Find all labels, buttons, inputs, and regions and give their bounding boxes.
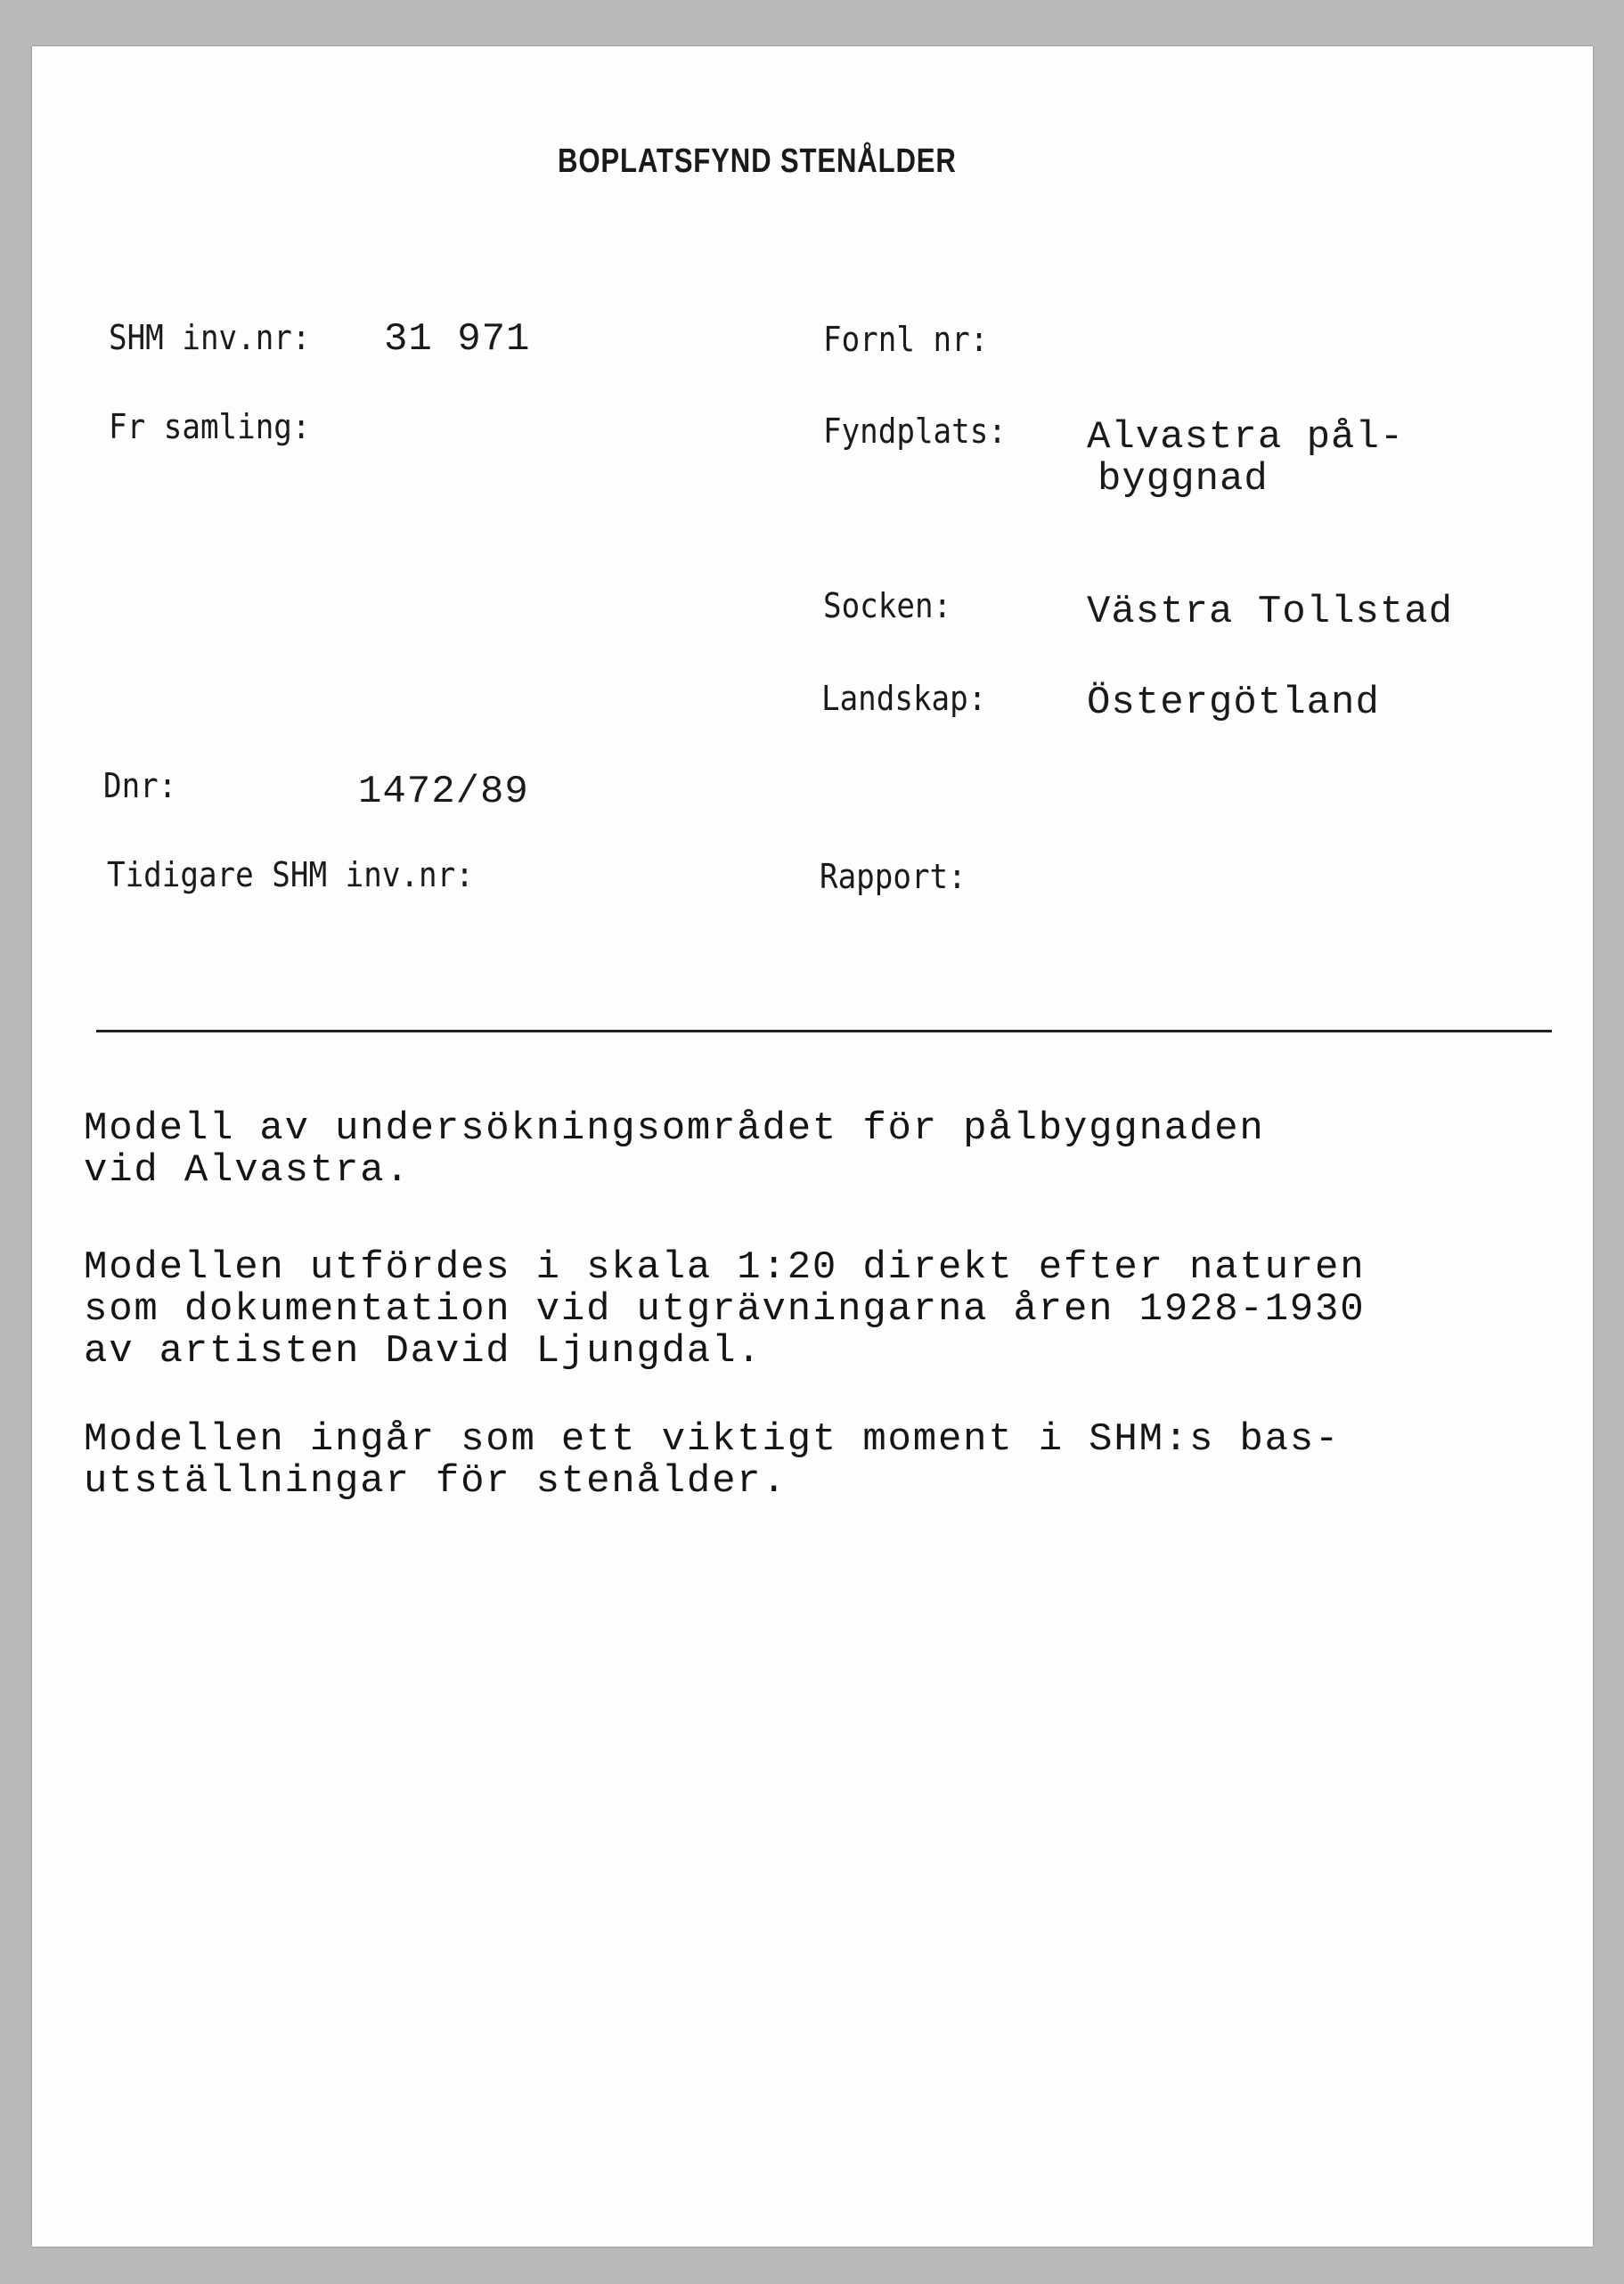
description-line: Modellen ingår som ett viktigt moment i SHM:s bas- (84, 1417, 1341, 1462)
description-line: Modell av undersökningsområdet för pålbyggnaden (84, 1106, 1265, 1151)
fyndplats-value-line1: Alvastra pål- (1087, 415, 1405, 460)
divider-line (96, 1030, 1552, 1032)
shm-inv-value: 31 971 (384, 317, 531, 362)
description-line: av artisten David Ljungdal. (84, 1329, 763, 1374)
socken-value: Västra Tollstad (1087, 590, 1454, 634)
dnr-label: Dnr: (103, 766, 177, 805)
rapport-label: Rapport: (820, 857, 967, 896)
description-paragraph-1 (84, 1108, 1265, 1192)
description-paragraph-2 (84, 1247, 1365, 1373)
description-line: som dokumentation vid utgrävningarna åren 1928-1930 (84, 1287, 1366, 1332)
landskap-label: Landskap: (821, 679, 987, 718)
fyndplats-label: Fyndplats: (823, 412, 1007, 451)
card-title: BOPLATSFYND STENÅLDER (558, 143, 957, 180)
landskap-value: Östergötland (1087, 681, 1380, 725)
description-line: utställningar för stenålder. (84, 1459, 788, 1504)
socken-label: Socken: (823, 586, 952, 625)
dnr-value: 1472/89 (358, 770, 529, 814)
tidigare-shm-inv-label: Tidigare SHM inv.nr: (107, 855, 474, 894)
fornl-nr-label: Fornl nr: (823, 320, 989, 359)
description-line: vid Alvastra. (84, 1148, 411, 1193)
shm-inv-label: SHM inv.nr: (109, 318, 311, 357)
description-paragraph-3 (84, 1419, 1340, 1503)
fr-samling-label: Fr samling: (109, 407, 311, 446)
fyndplats-value-line2: byggnad (1098, 457, 1269, 502)
catalog-card (32, 46, 1593, 2247)
description-line: Modellen utfördes i skala 1:20 direkt efter naturen (84, 1245, 1366, 1290)
